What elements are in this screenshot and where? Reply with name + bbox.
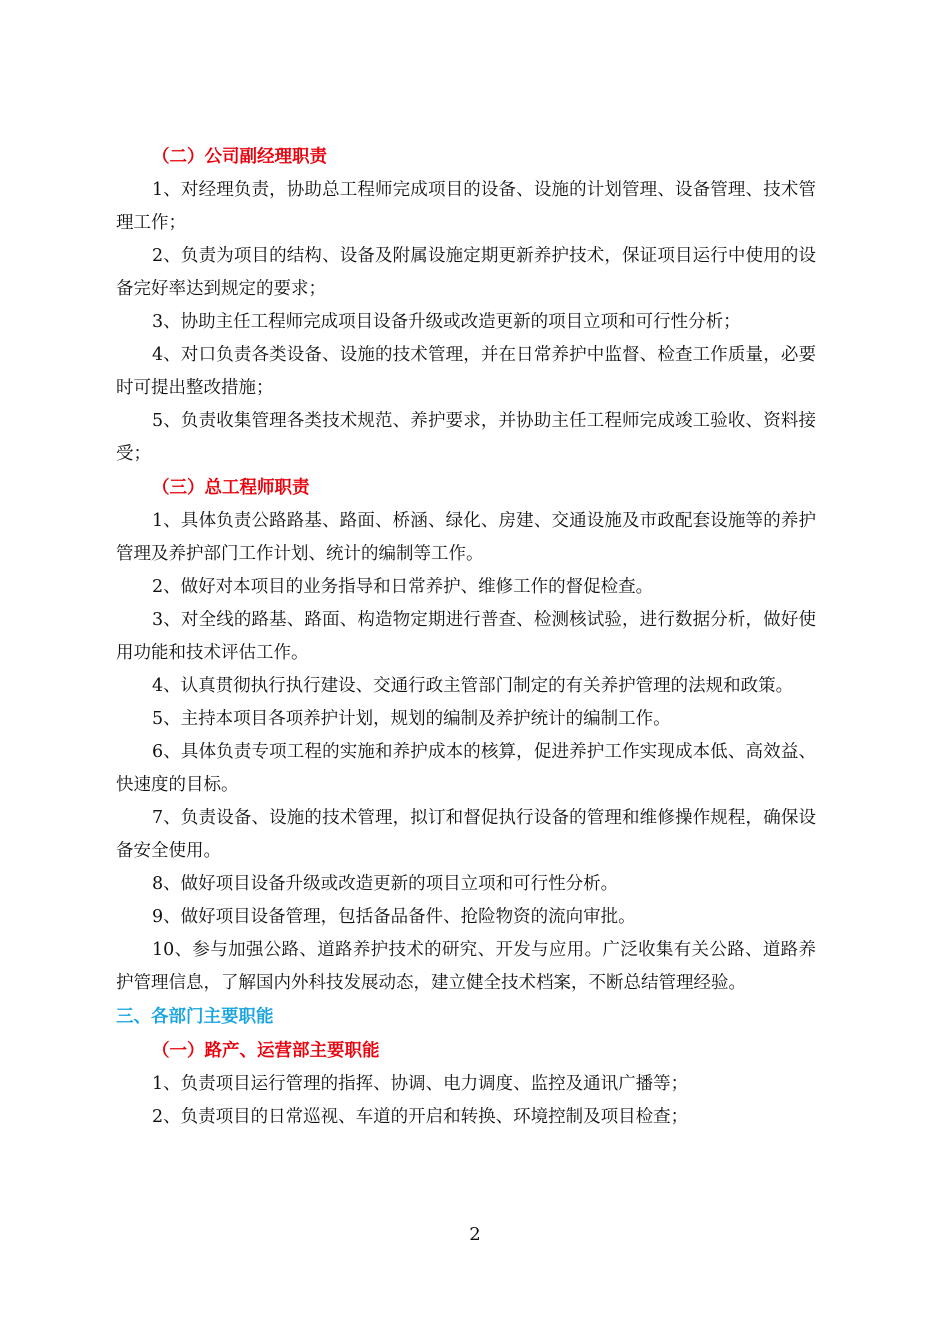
section-heading-chief-engineer: （三）总工程师职责 (152, 478, 310, 498)
paragraph: 9、做好项目设备管理，包括备品备件、抢险物资的流向审批。 (152, 907, 636, 927)
paragraph: 1、对经理负责，协助总工程师完成项目的设备、设施的计划管理、设备管理、技术管理工作； (116, 180, 816, 233)
paragraph: 8、做好项目设备升级或改造更新的项目立项和可行性分析。 (152, 874, 619, 894)
paragraph: 5、主持本项目各项养护计划，规划的编制及养护统计的编制工作。 (152, 709, 671, 729)
paragraph: 2、负责项目的日常巡视、车道的开启和转换、环境控制及项目检查； (152, 1107, 689, 1127)
page-number: 2 (469, 1224, 481, 1245)
paragraph: 3、对全线的路基、路面、构造物定期进行普查、检测核试验，进行数据分析，做好使用功能和技术评估工作。 (116, 610, 816, 663)
paragraph: 1、负责项目运行管理的指挥、协调、电力调度、监控及通讯广播等； (152, 1074, 689, 1094)
paragraph: 3、协助主任工程师完成项目设备升级或改造更新的项目立项和可行性分析； (152, 312, 741, 332)
chapter-heading-departments: 三、各部门主要职能 (116, 1007, 274, 1027)
paragraph: 6、具体负责专项工程的实施和养护成本的核算，促进养护工作实现成本低、高效益、快速度的目标。 (116, 742, 816, 795)
paragraph: 4、对口负责各类设备、设施的技术管理，并在日常养护中监督、检查工作质量，必要时可提出整改措施； (116, 345, 816, 398)
section-heading-deputy-manager: （二）公司副经理职责 (152, 147, 327, 167)
paragraph: 2、做好对本项目的业务指导和日常养护、维修工作的督促检查。 (152, 577, 654, 597)
section-heading-operations-dept: （一）路产、运营部主要职能 (152, 1041, 380, 1061)
document-body (116, 140, 816, 1134)
paragraph: 7、负责设备、设施的技术管理，拟订和督促执行设备的管理和维修操作规程，确保设备安全使用。 (116, 808, 816, 861)
paragraph: 5、负责收集管理各类技术规范、养护要求，并协助主任工程师完成竣工验收、资料接受； (116, 411, 816, 464)
paragraph: 1、具体负责公路路基、路面、桥涵、绿化、房建、交通设施及市政配套设施等的养护管理及养护部门工作计划、统计的编制等工作。 (116, 511, 816, 564)
paragraph: 4、认真贯彻执行执行建设、交通行政主管部门制定的有关养护管理的法规和政策。 (152, 676, 794, 696)
paragraph: 10、参与加强公路、道路养护技术的研究、开发与应用。广泛收集有关公路、道路养护管理信息，了解国内外科技发展动态，建立健全技术档案，不断总结管理经验。 (116, 940, 816, 993)
paragraph: 2、负责为项目的结构、设备及附属设施定期更新养护技术，保证项目运行中使用的设备完好率达到规定的要求； (116, 246, 816, 299)
